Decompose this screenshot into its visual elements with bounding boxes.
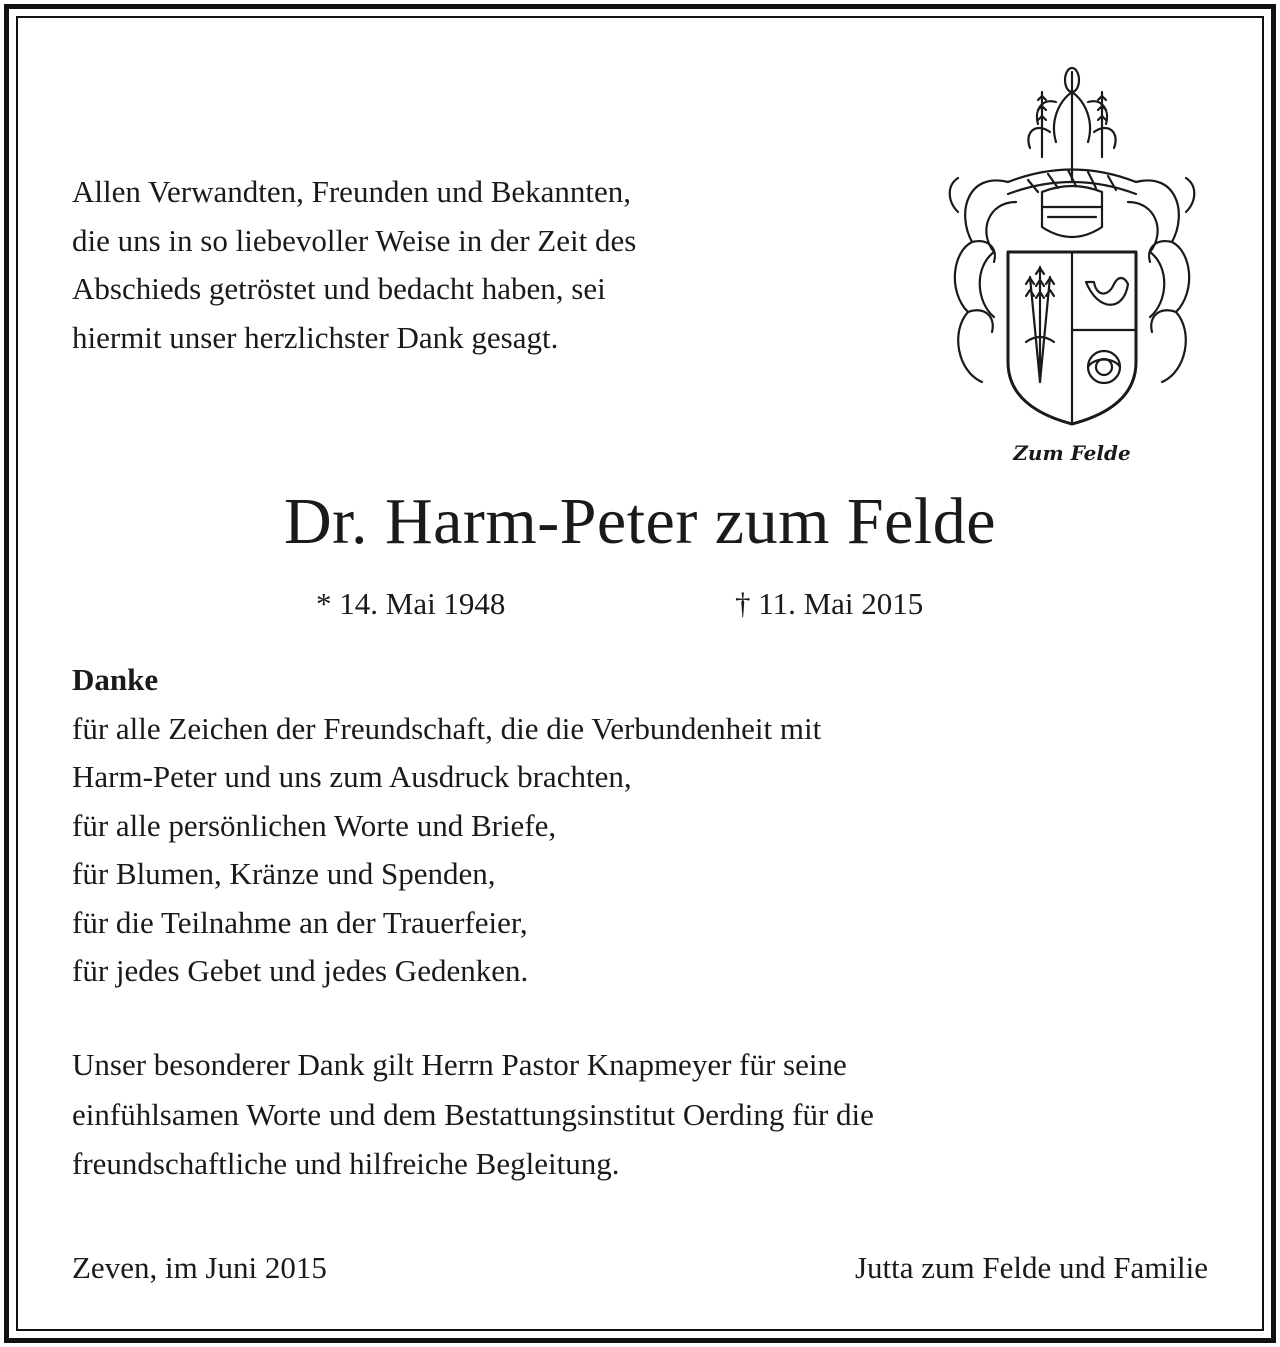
coat-of-arms-icon <box>938 62 1206 472</box>
intro-line: hiermit unser herzlichster Dank gesagt. <box>72 319 559 355</box>
thanks-line: Harm-Peter und uns zum Ausdruck brachten, <box>72 759 632 794</box>
special-thanks-line: Unser besonderer Dank gilt Herrn Pastor Knapmeyer für seine <box>72 1047 847 1082</box>
death-date: † 11. Mai 2015 <box>735 586 924 621</box>
place-and-date: Zeven, im Juni 2015 <box>72 1250 327 1285</box>
special-thanks-line: einfühlsamen Worte und dem Bestattungsinstitut Oerding für die <box>72 1096 874 1132</box>
thanks-line: für Blumen, Kränze und Spenden, <box>72 856 496 891</box>
birth-date: * 14. Mai 1948 <box>316 586 506 621</box>
thanks-line: für alle persönlichen Worte und Briefe, <box>72 807 557 843</box>
thanks-line: für alle Zeichen der Freundschaft, die die Verbundenheit mit <box>72 710 822 746</box>
signature: Jutta zum Felde und Familie <box>854 1250 1208 1285</box>
thanks-heading: Danke <box>72 662 159 697</box>
special-thanks-section <box>72 1040 1212 1189</box>
special-thanks-line: freundschaftliche und hilfreiche Begleitung. <box>72 1146 620 1181</box>
thanks-line: für jedes Gebet und jedes Gedenken. <box>72 953 529 988</box>
thanks-line: für die Teilnahme an der Trauerfeier, <box>72 904 528 940</box>
intro-line: Abschieds getröstet und bedacht haben, sei <box>72 271 606 306</box>
intro-line: die uns in so liebevoller Weise in der Zeit des <box>72 222 637 258</box>
crest-motto: Zum Felde <box>1013 441 1131 465</box>
thanks-section <box>72 656 1212 996</box>
intro-line: Allen Verwandten, Freunden und Bekannten, <box>72 174 632 209</box>
intro-text <box>72 168 852 362</box>
deceased-name: Dr. Harm-Peter zum Felde <box>283 485 997 558</box>
